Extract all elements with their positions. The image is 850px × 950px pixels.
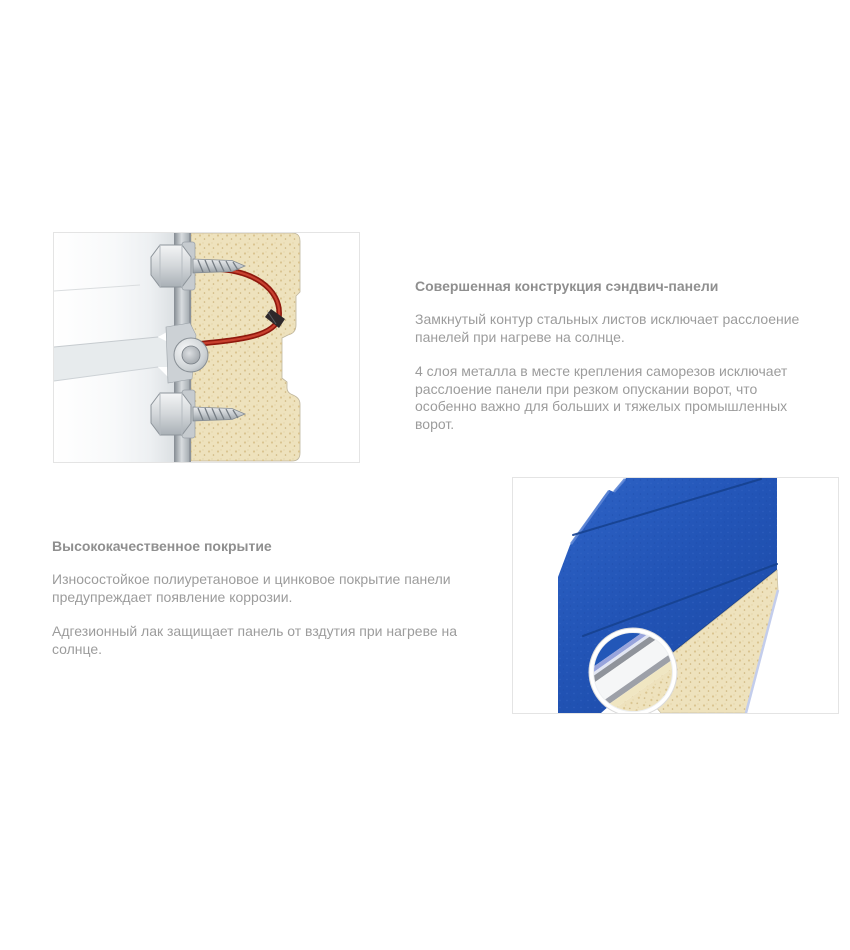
- construction-text: [415, 277, 817, 433]
- coating-paragraph-1: Износостойкое полиуретановое и цинковое покрытие панели предупреждает появление коррозии.: [52, 571, 451, 605]
- coating-heading: Высококачественное покрытие: [52, 538, 272, 554]
- coated-panel-image: [513, 478, 838, 713]
- sandwich-panel-cross-section-image: [54, 233, 359, 462]
- construction-illustration: [53, 232, 360, 463]
- construction-paragraph-2: 4 слоя металла в месте крепления саморезов исключает расслоение панели при резком опускании ворот, что особенно важно для больших и тяжелых промышленных ворот.: [415, 363, 788, 432]
- coating-illustration: [512, 477, 839, 714]
- coating-paragraph-2: Адгезионный лак защищает панель от вздутия при нагреве на солнце.: [52, 623, 458, 657]
- construction-heading: Совершенная конструкция сэндвич-панели: [415, 278, 719, 294]
- construction-paragraph-1: Замкнутый контур стальных листов исключает расслоение панелей при нагреве на солнце.: [415, 311, 800, 345]
- coating-text: [52, 537, 484, 658]
